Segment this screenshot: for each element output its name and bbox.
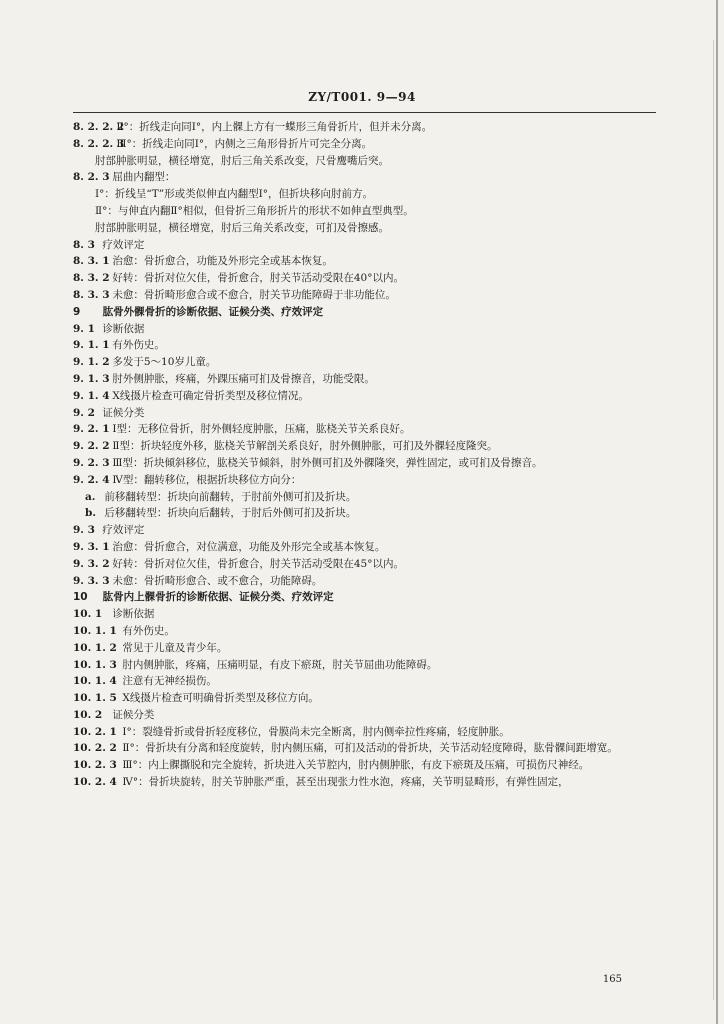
paragraph-text: Ⅱ°：与伸直内翻Ⅱ°相似，但骨折三角形折片的形状不如伸直型典型。: [95, 204, 414, 217]
section-title: 疗效评定: [102, 524, 145, 537]
clause-number: 10. 2. 3: [73, 759, 117, 772]
section-title: 诊断依据: [112, 608, 155, 621]
section-number: 10. 2: [73, 708, 103, 721]
sub-item-text: 后移翻转型：折块向后翻转，于肘后外侧可扪及折块。: [104, 507, 357, 520]
clause-text: 注意有无神经损伤。: [122, 675, 217, 688]
clause-line: [73, 556, 658, 573]
clause-number: 9. 1. 1: [73, 339, 110, 352]
clause-line: [73, 539, 658, 556]
clause-text: 治愈：骨折愈合，对位满意，功能及外形完全或基本恢复。: [112, 540, 386, 553]
standard-code-header: ZY/T001. 9—94: [308, 90, 416, 104]
clause-line: [73, 270, 658, 287]
clause-number: 8. 2. 2. 2: [73, 121, 125, 133]
clause-number: 8. 3. 3: [73, 288, 110, 301]
sub-item-line: [73, 505, 658, 522]
clause-number: 10. 2. 2: [73, 742, 117, 755]
clause-line: [73, 673, 658, 690]
clause-line: [73, 438, 658, 455]
clause-number: 9. 2. 4: [73, 473, 110, 486]
clause-text: X线摄片检查可确定骨折类型及移位情况。: [112, 389, 309, 402]
scan-edge-line: [713, 40, 714, 1000]
clause-text: 肘内侧肿胀，疼痛，压痛明显，有皮下瘀斑，肘关节屈曲功能障碍。: [122, 658, 438, 671]
clause-text: Ⅲ°：内上髁撕脱和完全旋转，折块进入关节腔内，肘内侧肿胀，有皮下瘀斑及压痛，可损伤尺神经。: [122, 759, 590, 772]
chapter-title: 肱骨外髁骨折的诊断依据、证候分类、疗效评定: [102, 305, 324, 318]
clause-line: [73, 253, 658, 270]
paragraph-line: [73, 186, 658, 203]
section-title: 证候分类: [102, 406, 145, 419]
clause-text: Ⅱ型：折块轻度外移，肱桡关节解剖关系良好，肘外侧肿胀，可扪及外髁轻度隆突。: [112, 440, 498, 453]
clause-text: 未愈：骨折畸形愈合、或不愈合，功能障碍。: [112, 574, 323, 587]
chapter-heading: [73, 304, 658, 321]
clause-text: 未愈：骨折畸形愈合或不愈合，肘关节功能障碍于非功能位。: [112, 288, 396, 301]
scan-edge-shadow: [716, 0, 718, 1024]
section-heading: [73, 707, 658, 724]
section-title: 疗效评定: [102, 238, 145, 251]
clause-line: [73, 740, 658, 757]
paragraph-text: Ⅰ°：折线呈“T”形或类似伸直内翻型Ⅰ°，但折块移向肘前方。: [95, 188, 374, 201]
sub-item-label: b.: [85, 507, 96, 520]
clause-line: [73, 657, 658, 674]
clause-line: [73, 119, 658, 136]
section-heading: [73, 405, 658, 422]
clause-number: 9. 2. 3: [73, 456, 110, 469]
section-number: 10. 1: [73, 608, 103, 621]
clause-number: 8. 2. 3: [73, 171, 110, 184]
section-number: 9. 1: [73, 322, 95, 335]
clause-line: [73, 472, 658, 489]
page-number: 165: [602, 974, 622, 985]
clause-text: 好转：骨折对位欠佳，骨折愈合，肘关节活动受限在40°以内。: [112, 272, 404, 285]
clause-line: [73, 573, 658, 590]
clause-number: 8. 2. 2. 3: [73, 137, 125, 150]
sub-item-line: [73, 489, 658, 506]
clause-number: 10. 2. 1: [73, 725, 117, 738]
chapter-number: 10: [73, 591, 88, 604]
clause-line: [73, 371, 658, 388]
clause-line: [73, 774, 658, 791]
section-heading: [73, 522, 658, 539]
paragraph-text: 肘部肿胀明显，横径增宽，肘后三角关系改变，可扪及骨擦感。: [95, 221, 389, 234]
clause-line: [73, 690, 658, 707]
paragraph-line: [73, 220, 658, 237]
clause-number: 10. 1. 4: [73, 675, 117, 688]
clause-text: 好转：骨折对位欠佳，骨折愈合，肘关节活动受限在45°以内。: [112, 557, 404, 570]
clause-number: 9. 3. 1: [73, 540, 110, 553]
clause-text: Ⅰ°：裂缝骨折或骨折轻度移位，骨膜尚未完全断离，肘内侧牵拉性疼痛，轻度肿胀。: [122, 725, 510, 738]
clause-number: 8. 3. 2: [73, 272, 110, 285]
section-heading: [73, 321, 658, 338]
clause-text: 屈曲内翻型：: [112, 171, 176, 184]
section-title: 证候分类: [112, 708, 155, 721]
clause-number: 10. 1. 2: [73, 641, 117, 654]
chapter-number: 9: [73, 305, 81, 318]
clause-line: [73, 421, 658, 438]
paragraph-line: [73, 203, 658, 220]
clause-number: 10. 1. 3: [73, 658, 117, 671]
clause-line: [73, 388, 658, 405]
header-divider: [73, 112, 656, 113]
clause-text: Ⅱ°：折线走向同Ⅰ°，内上髁上方有一蝶形三角骨折片，但并未分离。: [116, 121, 433, 133]
clause-line: [73, 169, 658, 186]
document-body: [73, 119, 658, 791]
clause-text: 肘外侧肿胀，疼痛，外踝压痛可扪及骨擦音，功能受限。: [112, 372, 375, 385]
clause-text: 多发于5～10岁儿童。: [112, 356, 217, 369]
clause-line: [73, 455, 658, 472]
clause-line: [73, 287, 658, 304]
chapter-title: 肱骨内上髁骨折的诊断依据、证候分类、疗效评定: [102, 591, 334, 604]
clause-number: 10. 2. 4: [73, 776, 117, 789]
clause-text: 治愈：骨折愈合，功能及外形完全或基本恢复。: [112, 255, 333, 268]
clause-text: 常见于儿童及青少年。: [122, 641, 228, 654]
sub-item-text: 前移翻转型：折块向前翻转，于肘前外侧可扪及折块。: [104, 490, 357, 503]
clause-line: [73, 136, 658, 153]
chapter-heading: [73, 589, 658, 606]
sub-item-label: a.: [85, 490, 96, 503]
clause-number: 9. 2. 1: [73, 423, 110, 436]
clause-text: 有外伤史。: [112, 339, 165, 352]
clause-number: 9. 1. 4: [73, 389, 110, 402]
clause-text: 有外伤史。: [122, 624, 175, 637]
clause-line: [73, 354, 658, 371]
section-number: 8. 3: [73, 238, 95, 251]
clause-number: 9. 1. 3: [73, 372, 110, 385]
clause-number: 9. 3. 2: [73, 557, 110, 570]
section-number: 9. 2: [73, 406, 95, 419]
paragraph-line: [73, 153, 658, 170]
clause-text: X线摄片检查可明确骨折类型及移位方向。: [122, 692, 319, 705]
clause-line: [73, 724, 658, 741]
section-title: 诊断依据: [102, 322, 145, 335]
clause-line: [73, 337, 658, 354]
section-number: 9. 3: [73, 524, 95, 537]
section-heading: [73, 606, 658, 623]
clause-number: 10. 1. 1: [73, 624, 117, 637]
clause-number: 9. 1. 2: [73, 356, 110, 369]
clause-number: 9. 2. 2: [73, 440, 110, 453]
clause-text: Ⅳ型：翻转移位，根据折块移位方向分：: [112, 473, 302, 486]
paragraph-text: 肘部肿胀明显，横径增宽，肘后三角关系改变，尺骨鹰嘴后突。: [95, 154, 389, 167]
clause-number: 8. 3. 1: [73, 255, 110, 268]
clause-line: [73, 623, 658, 640]
clause-text: Ⅳ°：骨折块旋转，肘关节肿胀严重，甚至出现张力性水泡，疼痛，关节明显畸形，有弹性固定，: [122, 776, 569, 789]
clause-text: Ⅲ型：折块倾斜移位，肱桡关节倾斜，肘外侧可扪及外髁隆突，弹性固定，或可扪及骨擦音。: [112, 456, 543, 469]
clause-line: [73, 640, 658, 657]
section-heading: [73, 237, 658, 254]
clause-number: 9. 3. 3: [73, 574, 110, 587]
clause-number: 10. 1. 5: [73, 692, 117, 705]
clause-text: Ⅱ°：骨折块有分离和轻度旋转，肘内侧压痛，可扪及活动的骨折块，关节活动轻度障碍，肱骨髁间距增宽。: [122, 742, 618, 755]
clause-text: Ⅲ°：折线走向同Ⅰ°，内侧之三角形骨折片可完全分离。: [116, 137, 373, 150]
clause-line: [73, 757, 658, 774]
clause-text: Ⅰ型：无移位骨折，肘外侧轻度肿胀，压痛，肱桡关节关系良好。: [112, 423, 411, 436]
